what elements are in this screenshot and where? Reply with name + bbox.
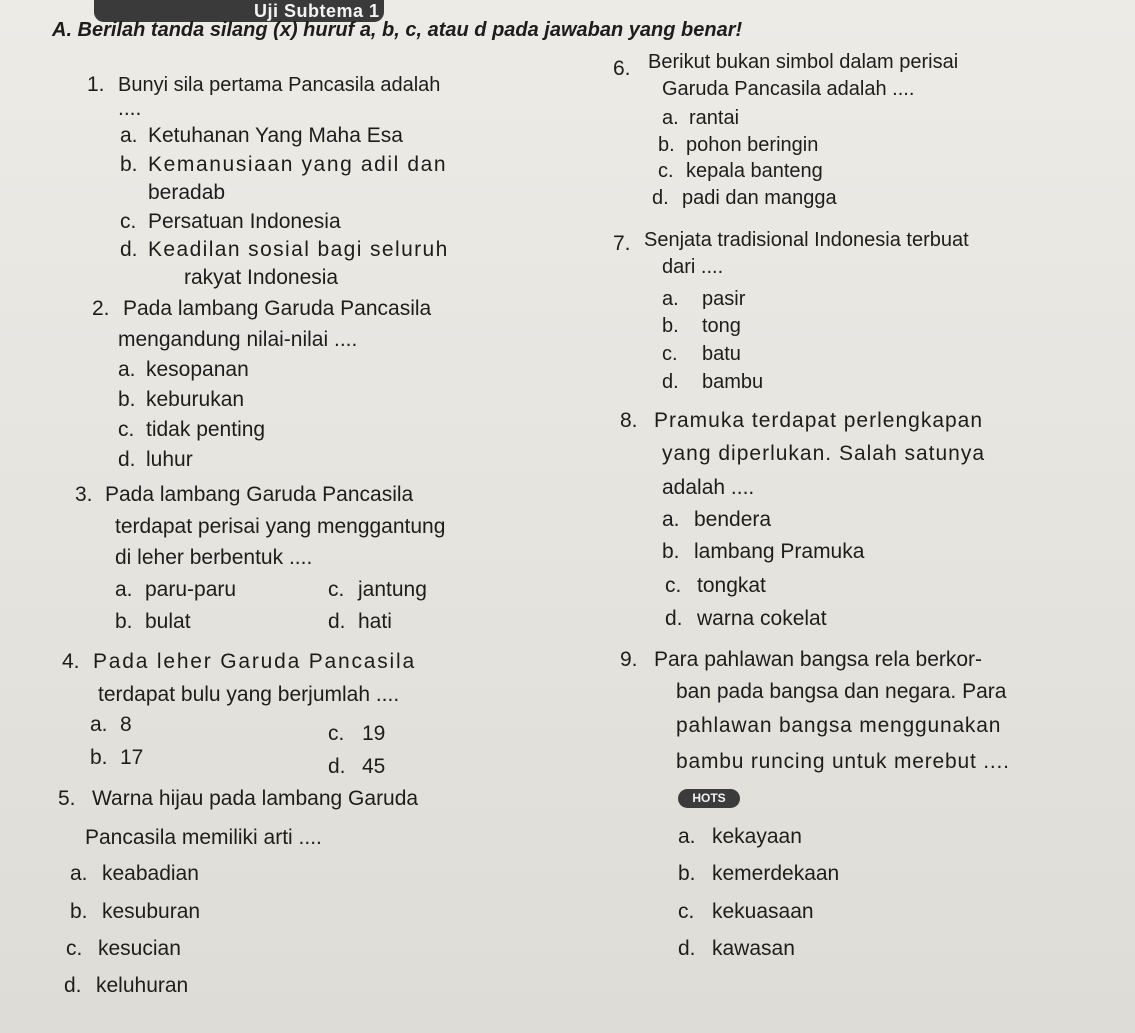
- option-text[interactable]: kawasan: [712, 937, 795, 960]
- option-text[interactable]: pohon beringin: [686, 134, 819, 156]
- option-letter[interactable]: c.: [678, 900, 695, 923]
- option-text[interactable]: rakyat Indonesia: [184, 266, 339, 289]
- question-stem-line: Pramuka terdapat perlengkapan: [654, 409, 984, 432]
- question-number: 1.: [87, 73, 105, 96]
- question-number: 4.: [62, 650, 80, 673]
- option-letter[interactable]: a.: [70, 862, 88, 885]
- option-letter[interactable]: d.: [678, 937, 696, 960]
- option-letter[interactable]: a.: [118, 358, 136, 381]
- question-stem-line: Pancasila memiliki arti ....: [85, 826, 322, 849]
- option-text[interactable]: tong: [702, 315, 741, 337]
- option-text[interactable]: lambang Pramuka: [694, 540, 865, 563]
- question-stem-line: Bunyi sila pertama Pancasila adalah: [118, 74, 441, 96]
- option-text[interactable]: kesucian: [98, 937, 181, 960]
- option-letter[interactable]: d.: [328, 610, 346, 633]
- option-letter[interactable]: c.: [120, 210, 137, 233]
- option-text[interactable]: bambu: [702, 371, 764, 393]
- question-number: 9.: [620, 648, 638, 671]
- question-number: 7.: [613, 232, 631, 255]
- question-stem-line: Warna hijau pada lambang Garuda: [92, 787, 419, 810]
- option-letter[interactable]: c.: [662, 343, 678, 365]
- option-letter[interactable]: a.: [662, 288, 679, 310]
- question-stem-line: Pada leher Garuda Pancasila: [93, 650, 416, 673]
- option-text[interactable]: tongkat: [697, 574, 766, 597]
- option-text[interactable]: warna cokelat: [697, 607, 827, 630]
- question-stem-line: pahlawan bangsa menggunakan: [676, 714, 1002, 737]
- option-text[interactable]: batu: [702, 343, 741, 365]
- option-text[interactable]: bulat: [145, 610, 191, 633]
- option-text[interactable]: jantung: [358, 578, 427, 601]
- question-stem-line: terdapat bulu yang berjumlah ....: [98, 683, 400, 706]
- option-letter[interactable]: d.: [328, 755, 346, 778]
- question-stem-line: Pada lambang Garuda Pancasila: [123, 297, 432, 320]
- option-letter[interactable]: d.: [120, 238, 138, 261]
- question-stem-line: bambu runcing untuk merebut ....: [676, 750, 1010, 773]
- option-letter[interactable]: c.: [118, 418, 135, 441]
- section-instruction: A. Berilah tanda silang (x) huruf a, b, c, atau d pada jawaban yang benar!: [52, 19, 743, 41]
- option-text[interactable]: kekuasaan: [712, 900, 814, 923]
- question-stem-line: Berikut bukan simbol dalam perisai: [648, 51, 959, 73]
- option-letter[interactable]: c.: [328, 722, 345, 745]
- question-stem-line: adalah ....: [662, 476, 755, 499]
- option-text[interactable]: rantai: [689, 107, 740, 129]
- option-text[interactable]: 19: [362, 722, 386, 745]
- option-letter[interactable]: b.: [662, 540, 680, 563]
- option-letter[interactable]: b.: [678, 862, 696, 885]
- option-letter[interactable]: d.: [652, 187, 669, 209]
- option-text[interactable]: hati: [358, 610, 392, 633]
- option-text[interactable]: keburukan: [146, 388, 245, 411]
- option-text[interactable]: Persatuan Indonesia: [148, 210, 341, 233]
- option-letter[interactable]: b.: [118, 388, 136, 411]
- question-stem-line: ban pada bangsa dan negara. Para: [676, 680, 1007, 703]
- option-text[interactable]: Ketuhanan Yang Maha Esa: [148, 124, 403, 147]
- option-letter[interactable]: d.: [662, 371, 679, 393]
- option-letter[interactable]: b.: [115, 610, 133, 633]
- question-stem-line: Para pahlawan bangsa rela berkor-: [654, 648, 983, 671]
- option-text[interactable]: padi dan mangga: [682, 187, 837, 209]
- question-stem-line: Garuda Pancasila adalah ....: [662, 78, 915, 100]
- option-text[interactable]: beradab: [148, 181, 226, 204]
- option-letter[interactable]: a.: [678, 825, 696, 848]
- question-number: 6.: [613, 57, 631, 80]
- question-stem-line: yang diperlukan. Salah satunya: [662, 442, 986, 465]
- question-stem-line: ....: [118, 97, 142, 120]
- option-text[interactable]: kesuburan: [102, 900, 201, 923]
- subtheme-label: Uji Subtema 1: [254, 1, 380, 21]
- option-text[interactable]: luhur: [146, 448, 193, 471]
- option-text[interactable]: 8: [120, 713, 132, 736]
- option-letter[interactable]: a.: [662, 508, 680, 531]
- option-letter[interactable]: b.: [70, 900, 88, 923]
- option-text[interactable]: keluhuran: [96, 974, 189, 997]
- question-number: 2.: [92, 297, 110, 320]
- option-text[interactable]: keabadian: [102, 862, 199, 885]
- option-letter[interactable]: d.: [64, 974, 82, 997]
- question-stem-line: mengandung nilai-nilai ....: [118, 328, 358, 351]
- option-text[interactable]: kekayaan: [712, 825, 802, 848]
- option-letter[interactable]: c.: [665, 574, 682, 597]
- option-letter[interactable]: a.: [662, 107, 679, 129]
- option-letter[interactable]: a.: [115, 578, 133, 601]
- option-letter[interactable]: b.: [120, 153, 138, 176]
- question-stem-line: dari ....: [662, 256, 724, 278]
- option-letter[interactable]: b.: [662, 315, 679, 337]
- option-letter[interactable]: c.: [66, 937, 83, 960]
- option-text[interactable]: Keadilan sosial bagi seluruh: [148, 238, 449, 261]
- option-letter[interactable]: b.: [90, 746, 108, 769]
- option-text[interactable]: paru-paru: [145, 578, 237, 601]
- option-text[interactable]: Kemanusiaan yang adil dan: [148, 153, 448, 176]
- option-text[interactable]: 45: [362, 755, 386, 778]
- option-letter[interactable]: a.: [90, 713, 108, 736]
- option-letter[interactable]: b.: [658, 134, 675, 156]
- question-stem-line: terdapat perisai yang menggantung: [115, 515, 446, 538]
- question-stem-line: di leher berbentuk ....: [115, 546, 313, 569]
- option-text[interactable]: bendera: [694, 508, 772, 531]
- option-letter[interactable]: c.: [658, 160, 674, 182]
- question-stem-line: Pada lambang Garuda Pancasila: [105, 483, 414, 506]
- option-text[interactable]: kesopanan: [146, 358, 249, 381]
- question-number: 3.: [75, 483, 93, 506]
- option-text[interactable]: tidak penting: [146, 418, 266, 441]
- option-text[interactable]: kepala banteng: [686, 160, 823, 182]
- question-number: 8.: [620, 409, 638, 432]
- option-letter[interactable]: a.: [120, 124, 138, 147]
- option-text[interactable]: kemerdekaan: [712, 862, 840, 885]
- option-letter[interactable]: c.: [328, 578, 345, 601]
- option-text[interactable]: 17: [120, 746, 144, 769]
- option-letter[interactable]: d.: [118, 448, 136, 471]
- question-stem-line: Senjata tradisional Indonesia terbuat: [644, 229, 969, 251]
- question-number: 5.: [58, 787, 76, 810]
- hots-badge: HOTS: [678, 789, 740, 808]
- option-letter[interactable]: d.: [665, 607, 683, 630]
- option-text[interactable]: pasir: [702, 288, 746, 310]
